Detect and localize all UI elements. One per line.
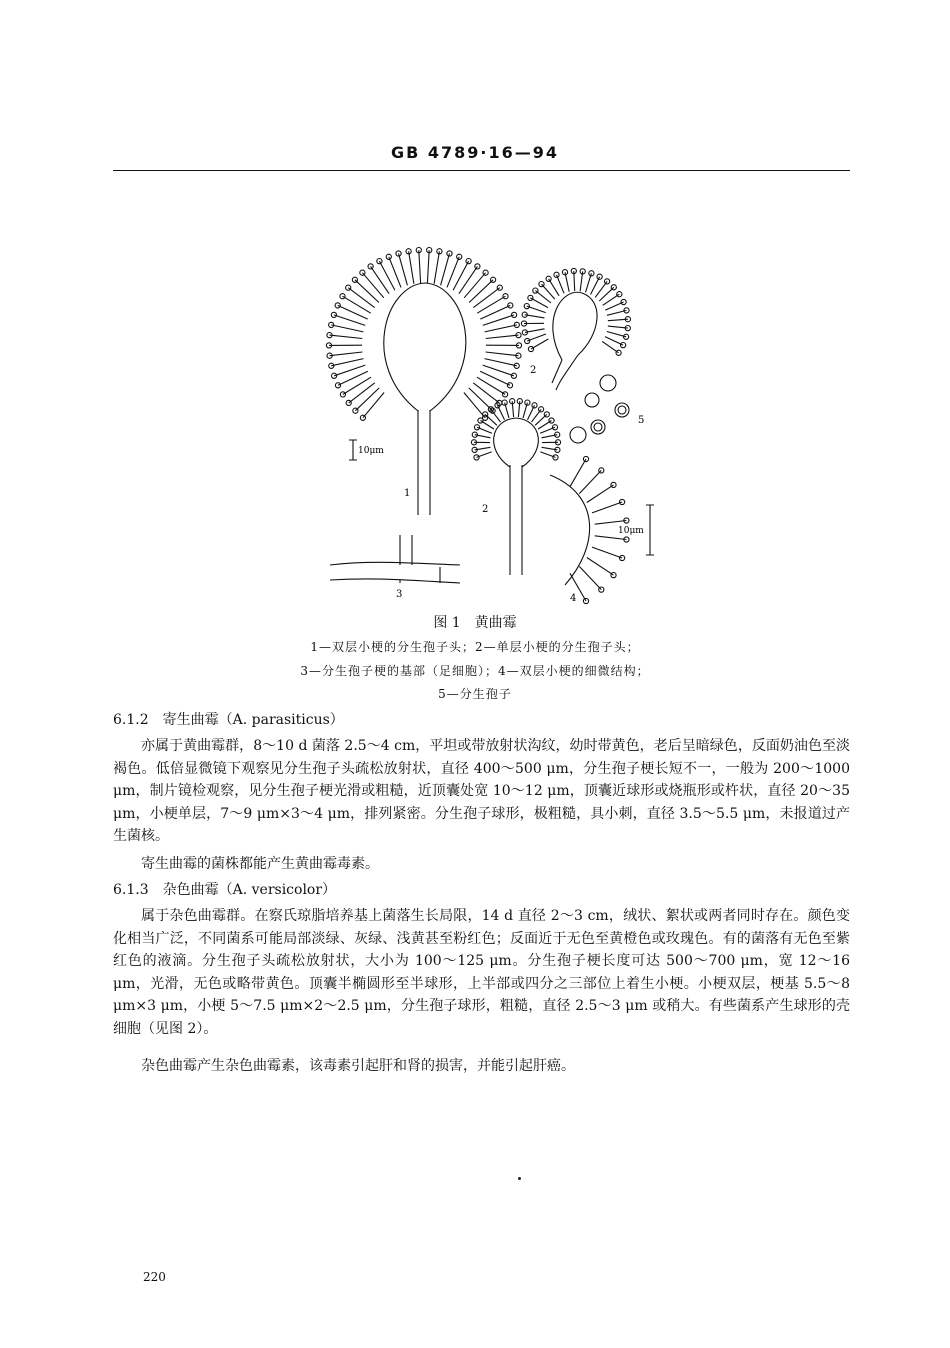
phialide-stroke bbox=[459, 266, 478, 293]
phialide-stroke bbox=[343, 296, 371, 313]
phialide-stroke bbox=[343, 377, 371, 394]
conidiophore-2-mid bbox=[510, 465, 522, 575]
phialide-stroke bbox=[592, 502, 622, 513]
conidium-chain-tip bbox=[352, 277, 357, 282]
figure-caption-line-1: 1—双层小梗的分生孢子头；2—单层小梗的分生孢子头； bbox=[310, 640, 640, 654]
phialides-2-mid bbox=[471, 399, 560, 460]
conidiophore-1 bbox=[418, 410, 430, 515]
stray-dot bbox=[518, 1177, 521, 1180]
figure-label-3: 3 bbox=[396, 589, 403, 600]
conidium-chain-tip bbox=[532, 403, 537, 408]
conidium-chain-tip bbox=[546, 276, 551, 281]
figure-label-1: 1 bbox=[404, 488, 411, 499]
scale-bar-2 bbox=[646, 505, 654, 555]
phialide-stroke bbox=[348, 288, 374, 308]
page-number: 220 bbox=[143, 1270, 166, 1284]
phialide-stroke bbox=[587, 558, 614, 576]
conidium-chain-tip bbox=[508, 303, 513, 308]
phialide-stroke bbox=[486, 335, 519, 338]
section-6-1-2-para-1: 亦属于黄曲霉群，8～10 d 菌落 2.5～4 cm，平坦或带放射状沟纹，幼时带黄色，老后呈暗绿色，反面奶油色至淡褐色。低倍显微镜下观察见分生孢子头疏松放射状，直径 400～500 μm，分生孢子梗长短不一，一般为 200～1000 μm，制片镜检观察，见分生孢子梗光滑或粗糙，近顶囊处宽 10～12 μm，顶囊近球形或烧瓶形或杵状，直径 20～35 μm，小梗单层，7～9 μm×3～4 μm，排列紧密。分生孢子球形，极粗糙，具小刺，直径 3.5～5.5 μm，未报道过产生菌核。 bbox=[113, 738, 850, 845]
phialides-1 bbox=[326, 248, 521, 421]
standard-number-header: GB 4789·16—94 bbox=[390, 143, 560, 162]
figure-aspergillus-flavus bbox=[300, 215, 680, 610]
phialide-stroke bbox=[355, 280, 379, 303]
figure-drawing bbox=[300, 215, 680, 610]
conidium-5d-inner bbox=[594, 423, 602, 431]
section-6-1-3-heading: 6.1.3 杂色曲霉（A. versicolor） bbox=[113, 882, 337, 898]
section-6-1-2-heading: 6.1.2 寄生曲霉（A. parasiticus） bbox=[113, 712, 344, 728]
phialide-stroke bbox=[349, 383, 375, 403]
phialide-stroke bbox=[595, 521, 627, 525]
phialide-stroke bbox=[595, 536, 627, 540]
vesicle-2-mid bbox=[494, 418, 539, 467]
phialide-stroke bbox=[419, 250, 421, 283]
figure-caption-line-2: 3—分生孢子梗的基部（足细胞）；4—双层小梗的细微结构； bbox=[300, 664, 650, 678]
conidium-chain-tip bbox=[475, 264, 480, 269]
conidium-chain-tip bbox=[491, 277, 496, 282]
conidium-chain-tip bbox=[525, 338, 530, 343]
figure-label-2-top: 2 bbox=[530, 365, 537, 376]
conidium-chain-tip bbox=[552, 425, 557, 430]
phialide-stroke bbox=[485, 359, 517, 366]
phialide-stroke bbox=[486, 352, 519, 356]
conidium-chain-tip bbox=[483, 412, 488, 417]
phialides-2-top bbox=[521, 268, 630, 355]
phialide-stroke bbox=[464, 273, 485, 298]
section-6-1-3-para-2: 杂色曲霉产生杂色曲霉素，该毒素引起肝和肾的损害，并能引起肝癌。 bbox=[141, 1058, 575, 1074]
conidium-5d bbox=[591, 420, 605, 434]
phialide-stroke bbox=[334, 315, 365, 326]
phialide-stroke bbox=[441, 254, 450, 286]
phialide-stroke bbox=[362, 273, 383, 298]
conidium-chain-tip bbox=[544, 412, 549, 417]
vesicle-1 bbox=[384, 283, 466, 411]
foot-cell-3 bbox=[400, 535, 440, 583]
phialide-stroke bbox=[330, 352, 363, 356]
conidium-chain-tip bbox=[368, 264, 373, 269]
phialide-stroke bbox=[371, 266, 390, 293]
header-rule bbox=[113, 170, 850, 171]
phialide-stroke bbox=[427, 250, 429, 283]
conidium-chain-tip bbox=[511, 373, 516, 378]
phialide-stroke bbox=[464, 393, 485, 418]
phialide-stroke bbox=[485, 325, 517, 332]
conidium-chain-tip bbox=[331, 312, 336, 317]
phialide-stroke bbox=[579, 470, 601, 493]
phialide-stroke bbox=[363, 393, 384, 418]
conidium-chain-tip bbox=[611, 285, 616, 290]
vesicle-edge-4 bbox=[550, 475, 590, 585]
phialide-stroke bbox=[473, 288, 499, 308]
phialide-stroke bbox=[434, 251, 439, 283]
phialide-stroke bbox=[587, 485, 614, 503]
phialide-stroke bbox=[330, 335, 363, 338]
conidium-5c bbox=[615, 403, 629, 417]
scale-label-2: 10μm bbox=[618, 526, 644, 536]
phialide-stroke bbox=[570, 459, 586, 487]
scale-label-1: 10μm bbox=[358, 446, 384, 456]
conidium-chain-tip bbox=[386, 254, 391, 259]
conidium-chain-tip bbox=[554, 272, 559, 277]
figure-caption-title: 图 1 黄曲霉 bbox=[433, 615, 517, 631]
conidium-chain-tip bbox=[457, 254, 462, 259]
phialide-stroke bbox=[477, 296, 505, 313]
phialide-stroke bbox=[477, 377, 505, 394]
figure-label-5: 5 bbox=[638, 415, 645, 426]
section-6-1-2-para-2: 寄生曲霉的菌株都能产生黄曲霉毒素。 bbox=[141, 856, 379, 872]
conidium-5e bbox=[570, 427, 586, 443]
phialide-stroke bbox=[473, 383, 499, 403]
phialide-stroke bbox=[409, 251, 414, 283]
conidium-chain-tip bbox=[340, 392, 345, 397]
section-6-1-3-para-1: 属于杂色曲霉群。在察氏琼脂培养基上菌落生长局限，14 d 直径 2～3 cm，绒状、絮状或两者同时存在。颜色变化相当广泛，不同菌系可能局部淡绿、灰绿、浅黄甚至粉红色；反面近于无色至黄橙色或玫瑰色。有的菌落有无色至紫红色的液滴。分生孢子头疏松放射状，大小为 100～125 μm。分生孢子梗长度可达 500～700 μm，宽 12～16 μm，光滑，无色或略带黄色。顶囊半椭圆形至半球形，上半部或四分之三部位上着生小梗。小梗双层，梗基 5.5～8 μm×3 μm，小梗 5～7.5 μm×2～2.5 μm，分生孢子球形，粗糙，直径 2.5～3 μm 或稍大。有些菌系产生球形的壳细胞（见图 2）。 bbox=[113, 908, 850, 1037]
scale-bar-1 bbox=[349, 440, 357, 460]
conidiophore-2-top bbox=[552, 360, 562, 383]
phialide-stroke bbox=[483, 315, 514, 326]
figure-caption-line-3: 5—分生孢子 bbox=[438, 687, 512, 701]
conidium-5a bbox=[600, 375, 616, 391]
conidium-5c-inner bbox=[618, 406, 626, 414]
conidium-chain-tip bbox=[474, 425, 479, 430]
phialide-stroke bbox=[338, 305, 368, 319]
figure-label-4: 4 bbox=[570, 593, 577, 604]
phialide-stroke bbox=[592, 547, 622, 558]
phialide-stroke bbox=[480, 305, 510, 319]
phialide-stroke bbox=[355, 388, 379, 411]
conidium-5b bbox=[585, 393, 599, 407]
figure-label-2-mid: 2 bbox=[482, 504, 489, 515]
phialide-stroke bbox=[399, 254, 408, 286]
phialide-stroke bbox=[331, 359, 363, 366]
phialide-stroke bbox=[331, 325, 363, 332]
phialide-stroke bbox=[579, 566, 601, 589]
vesicle-2-top bbox=[553, 292, 597, 390]
phialide-stroke bbox=[469, 280, 493, 303]
